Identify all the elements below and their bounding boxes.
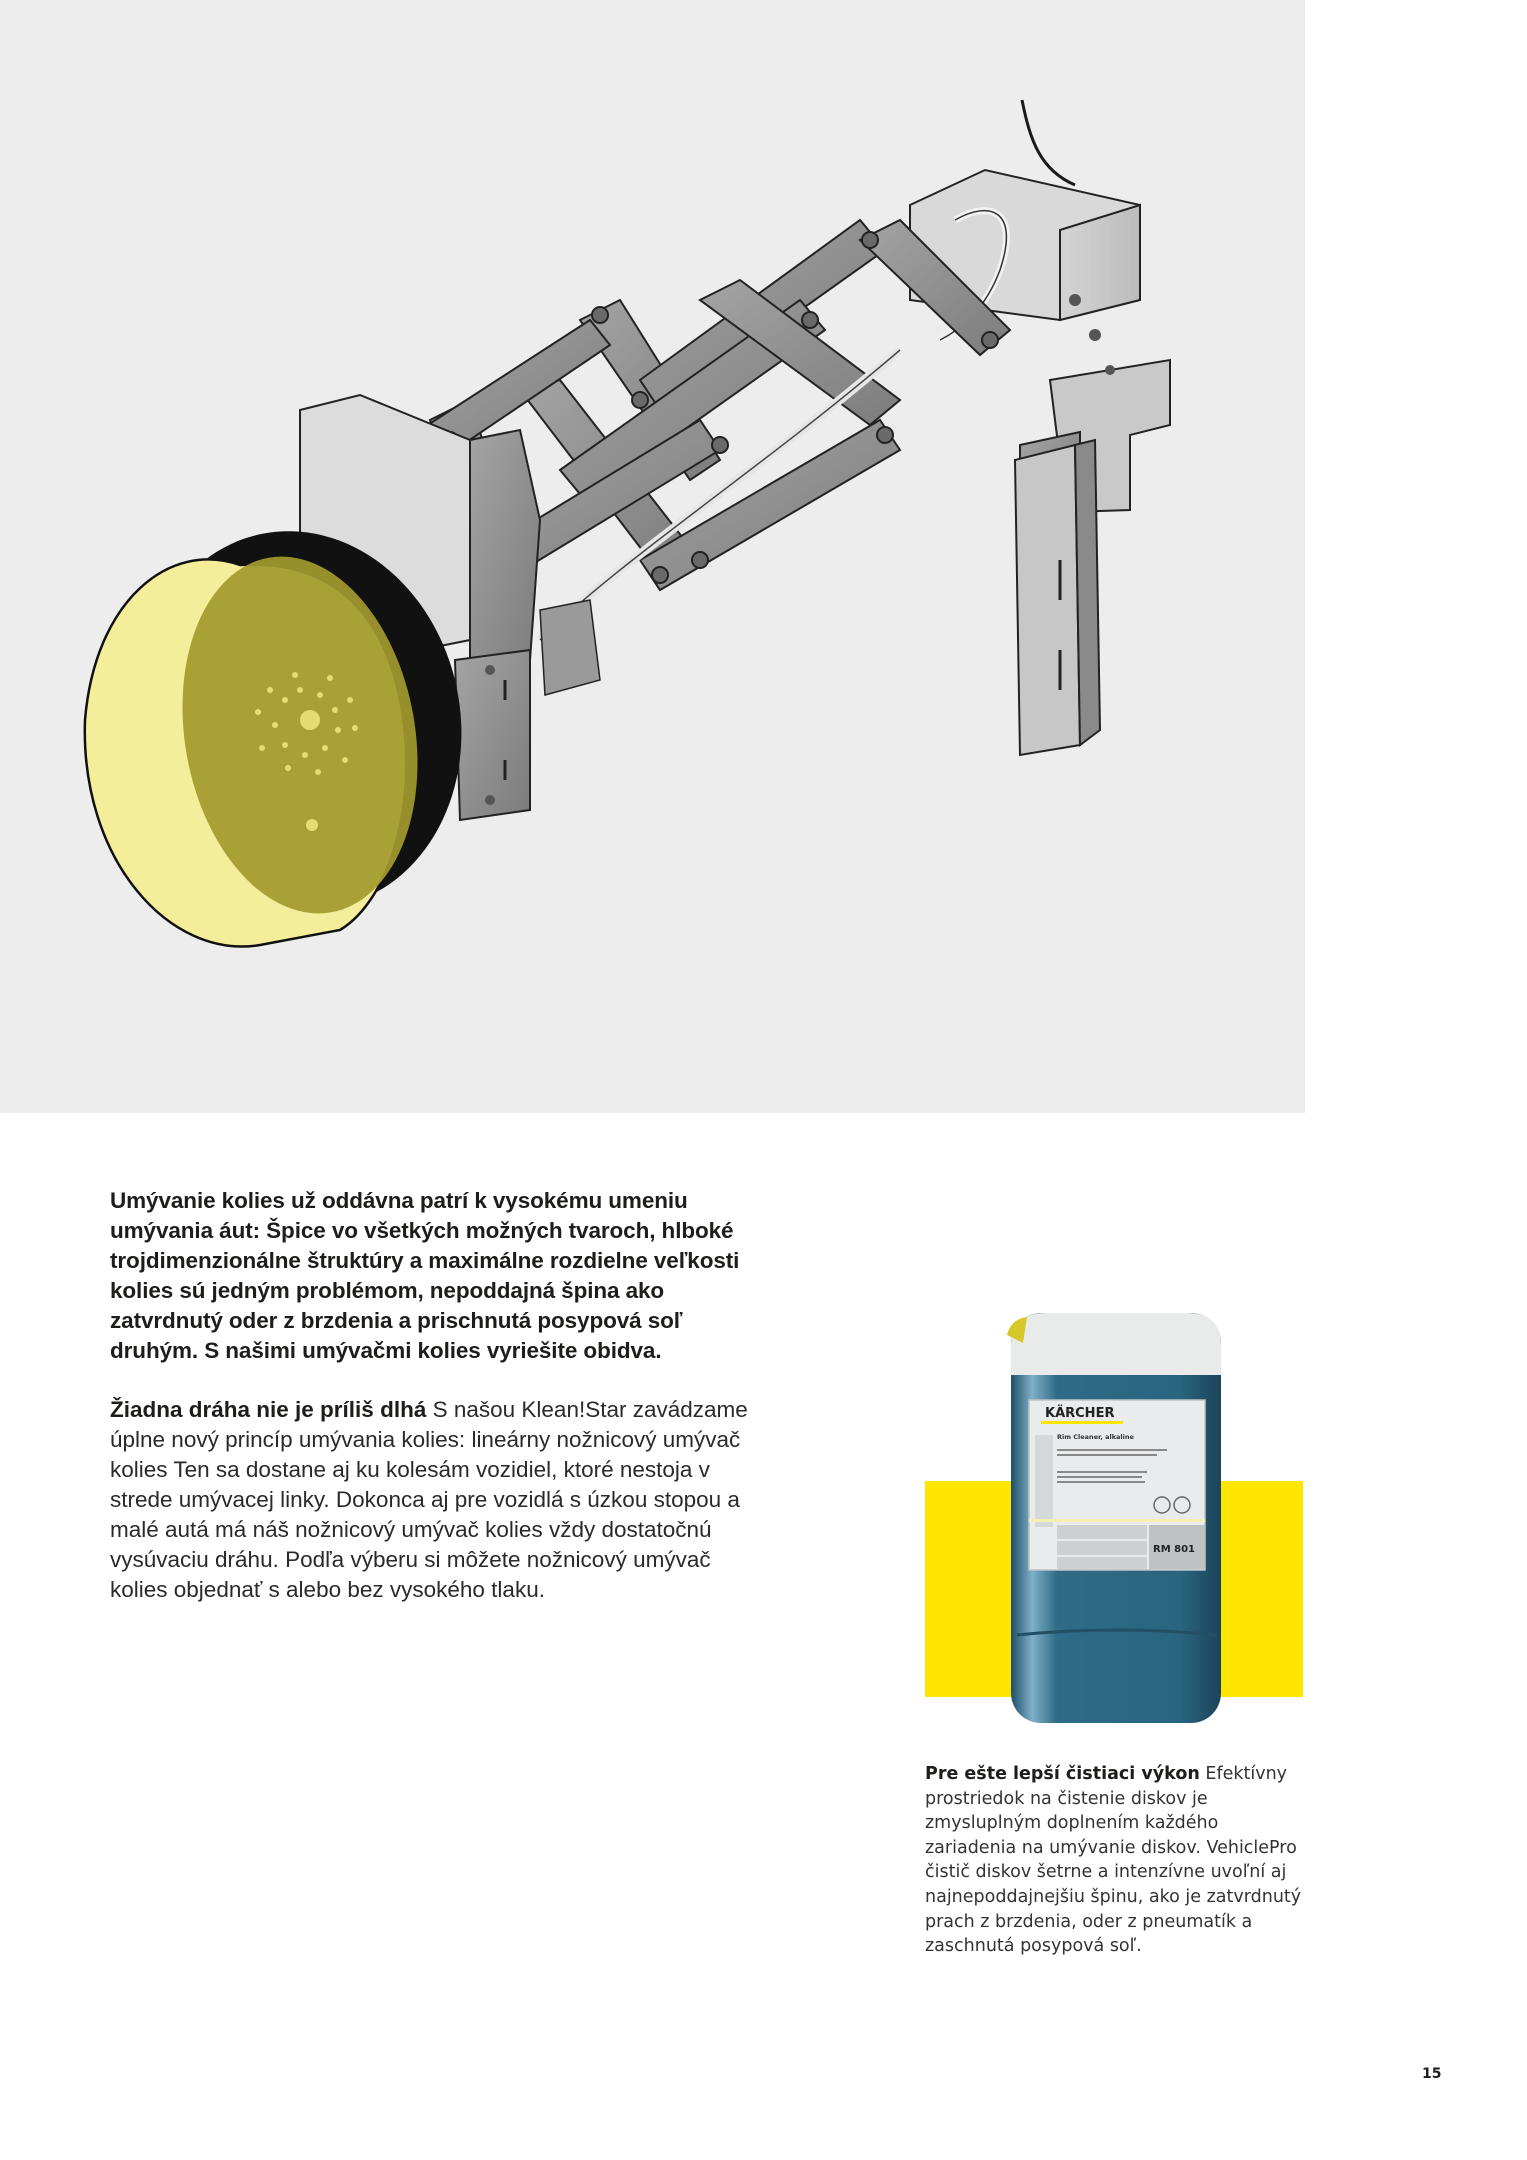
wheel-washer-drawing xyxy=(0,0,1305,1113)
main-text-column xyxy=(110,1186,770,1605)
page-number: 15 xyxy=(1422,2066,1442,2082)
product-image xyxy=(925,1305,1305,1725)
hero-illustration xyxy=(0,0,1305,1113)
detergent-canister xyxy=(997,1305,1235,1725)
rear-legs xyxy=(1015,440,1100,755)
body-paragraph xyxy=(110,1395,770,1605)
intro-paragraph: Umývanie kolies už oddávna patrí k vysokému umeniu umývania áut: Špice vo všetkých možných tvaroch, hlboké trojdimenzionálne štruktúry a maximálne rozdielne veľkosti kolies sú jedným problémom, nepoddajná špina ako zatvrdnutý oder z brzdenia a prischnutá posypová soľ druhým. S našimi umývačmi kolies vyriešite obidva. xyxy=(110,1188,740,1363)
body-text: S našou Klean!Star zavádzame úplne nový princíp umývania kolies: lineárny nožnicový umývač kolies Ten sa dostane aj ku kolesám vozidiel, ktoré nestoja v strede umývacej linky. Dokonca aj pre vozidlá s úzkou stopou a malé autá má náš nožnicový umývač kolies vždy dostatočnú vysúvaciu dráhu. Podľa výberu si môžete nožnicový umývač kolies objednať s alebo bez vysokého tlaku. xyxy=(110,1397,748,1602)
brand-label: KÄRCHER xyxy=(1045,1406,1115,1421)
product-caption xyxy=(925,1762,1315,1959)
caption-text: Efektívny prostriedok na čistenie diskov je zmysluplným doplnením každého zariadenia na umývanie diskov. VehiclePro čistič diskov šetrne a intenzívne uvoľní aj najnepoddajnejšiu špinu, ako je zatvrdnutý prach z brzdenia, oder z pneumatík a zaschnutá posypová soľ. xyxy=(925,1764,1302,1957)
caption-lead: Pre ešte lepší čistiaci výkon xyxy=(925,1764,1200,1784)
product-name: Rim Cleaner, alkaline xyxy=(1057,1433,1134,1441)
cable xyxy=(1022,100,1075,185)
product-code: RM 801 xyxy=(1153,1544,1196,1555)
body-lead: Žiadna dráha nie je príliš dlhá xyxy=(110,1397,427,1422)
